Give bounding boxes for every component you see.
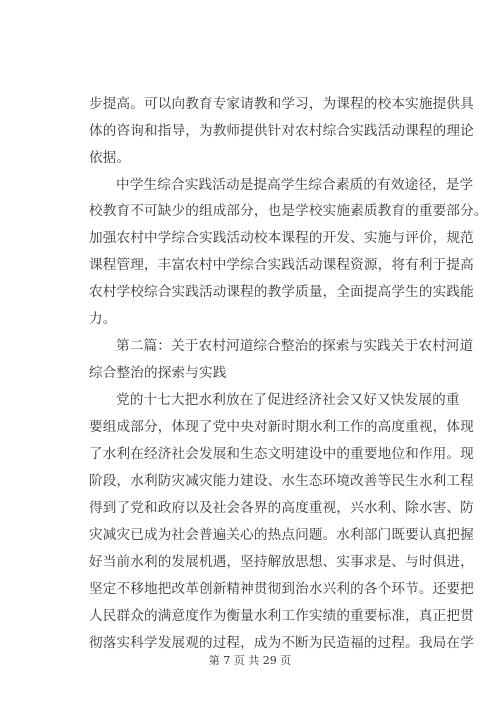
text-line: 力。: [89, 311, 117, 327]
text-line: 要组成部分，体现了党中央对新时期水利工作的高度重视，体现: [89, 419, 474, 435]
text-line: 了水利在经济社会发展和生态文明建设中的重要地位和作用。现: [89, 446, 474, 462]
text-line: 加强农村中学综合实践活动校本课程的开发、实施与评价，规范: [89, 230, 474, 246]
paragraph-first-line: 中学生综合实践活动是提高学生综合素质的有效途径，是学: [116, 177, 474, 193]
text-line: 体的咨询和指导，为教师提供针对农村综合实践活动课程的理论: [89, 123, 474, 139]
text-line: 好当前水利的发展机遇，坚持解放思想、实事求是、与时俱进，: [89, 554, 474, 570]
text-line: 依据。: [89, 150, 131, 166]
page-number: 第 7 页 共 29 页: [208, 654, 292, 667]
text-line: 得到了党和政府以及社会各界的高度重视，兴水利、除水害、防: [89, 500, 474, 516]
text-line: 彻落实科学发展观的过程，成为不断为民造福的过程。我局在学: [89, 635, 474, 651]
text-line: 农村学校综合实践活动课程的教学质量，全面提高学生的实践能: [89, 284, 474, 300]
text-line: 人民群众的满意度作为衡量水利工作实绩的重要标准，真正把贯: [89, 608, 474, 624]
text-line: 灾减灾已成为社会普遍关心的热点问题。水利部门既要认真把握: [89, 527, 474, 543]
section-heading: 第二篇：关于农村河道综合整治的探索与实践关于农村河道: [116, 338, 474, 354]
paragraph-first-line: 党的十七大把水利放在了促进经济社会又好又快发展的重: [116, 392, 460, 408]
text-line: 课程管理，丰富农村中学综合实践活动课程资源，将有利于提高: [89, 257, 474, 273]
text-line: 阶段，水利防灾减灾能力建设、水生态环境改善等民生水利工程: [89, 473, 474, 489]
section-heading-continued: 综合整治的探索与实践: [89, 365, 227, 381]
text-line: 步提高。可以向教育专家请教和学习，为课程的校本实施提供具: [89, 96, 474, 112]
text-line: 坚定不移地把改革创新精神贯彻到治水兴利的各个环节。还要把: [89, 581, 474, 597]
text-line: 校教育不可缺少的组成部分，也是学校实施素质教育的重要部分。: [89, 203, 488, 219]
